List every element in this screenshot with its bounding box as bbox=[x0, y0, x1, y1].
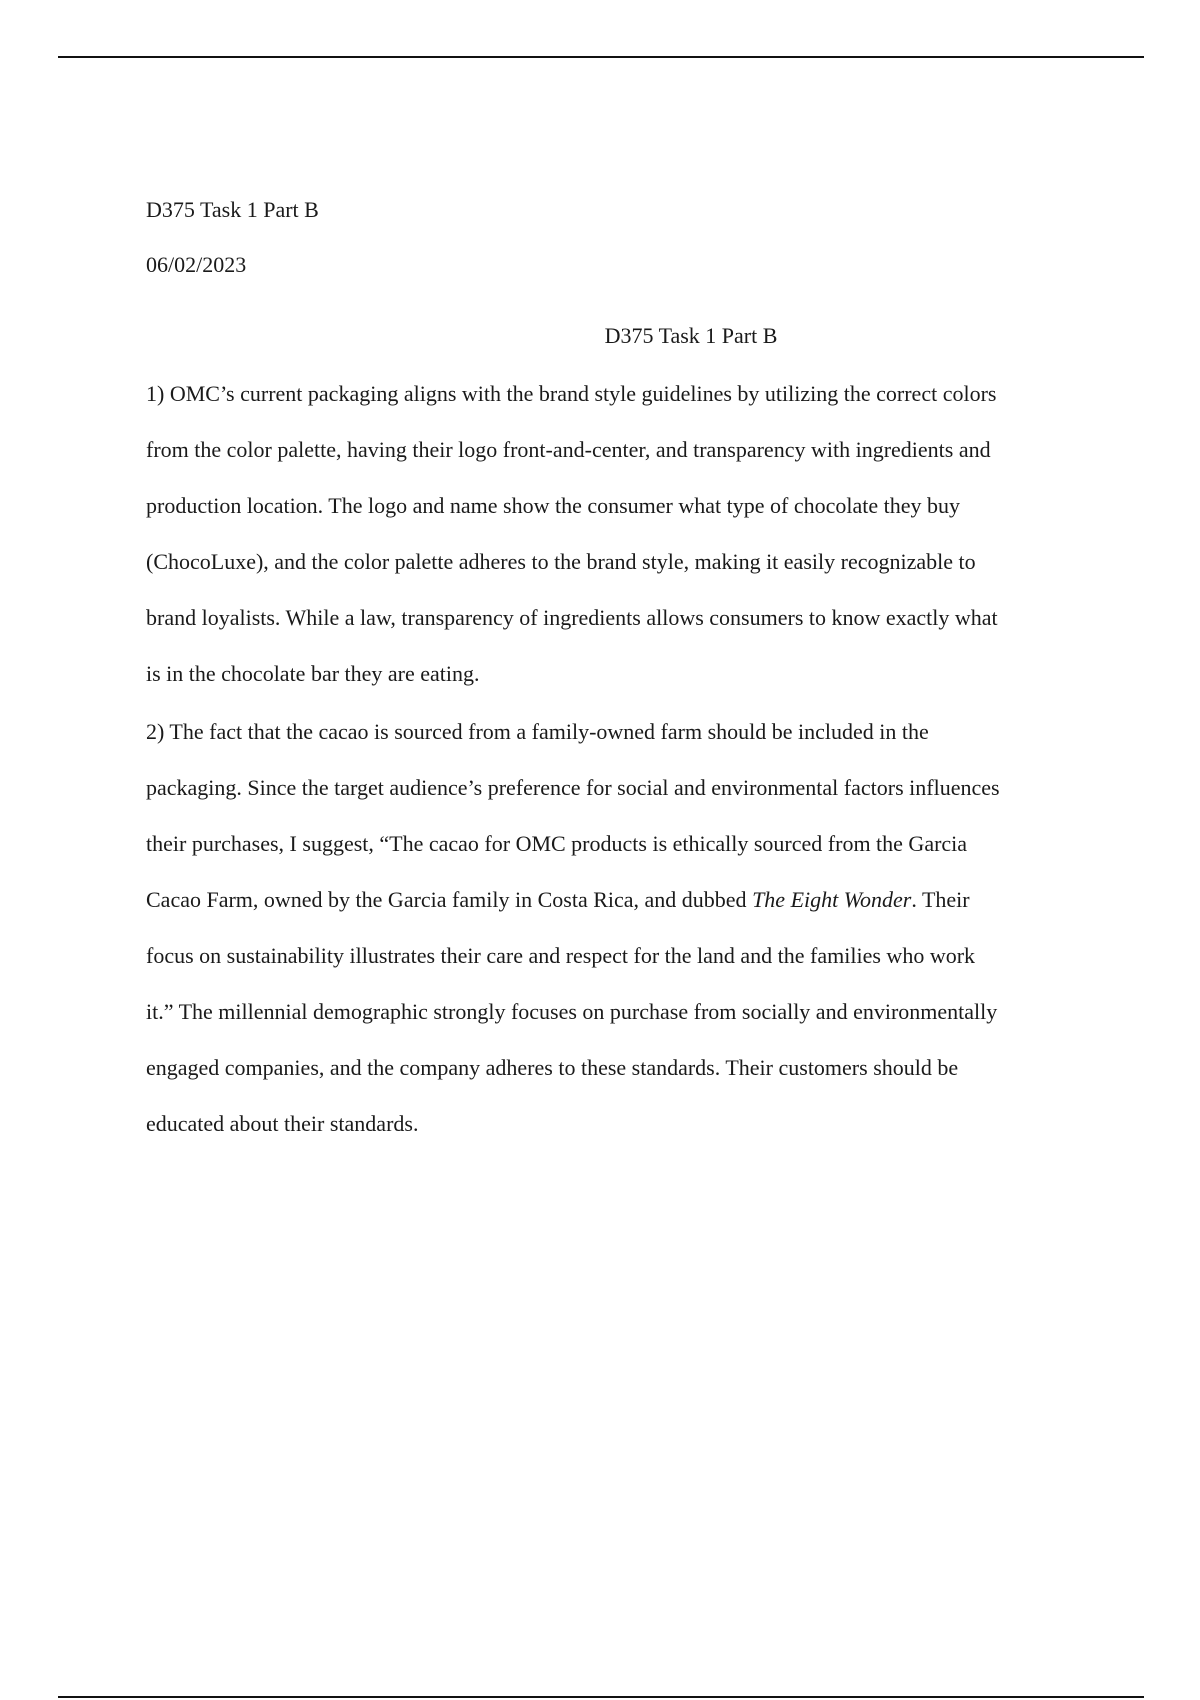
paragraph-line: packaging. Since the target audience’s preference for social and environmental factors influences bbox=[146, 775, 1000, 800]
paragraph-line: it.” The millennial demographic strongly focuses on purchase from socially and environmentally bbox=[146, 999, 998, 1024]
paragraph-line: production location. The logo and name show the consumer what type of chocolate they buy bbox=[146, 493, 960, 518]
document-title: D375 Task 1 Part B bbox=[604, 323, 778, 348]
line-text-after: . Their bbox=[911, 887, 970, 912]
paragraph-line: 1) OMC’s current packaging aligns with the brand style guidelines by utilizing the correct colors bbox=[146, 381, 997, 406]
paragraph-line: (ChocoLuxe), and the color palette adheres to the brand style, making it easily recognizable to bbox=[146, 549, 976, 574]
italic-title: The Eight Wonder bbox=[752, 887, 912, 912]
paragraph-line bbox=[146, 872, 1096, 928]
paragraph-line: 2) The fact that the cacao is sourced from a family-owned farm should be included in the bbox=[146, 719, 929, 744]
line-text-before: Cacao Farm, owned by the Garcia family in Costa Rica, and dubbed bbox=[146, 887, 753, 912]
paragraph-line: their purchases, I suggest, “The cacao for OMC products is ethically sourced from the Garcia bbox=[146, 831, 968, 856]
paragraph-line: educated about their standards. bbox=[146, 1111, 419, 1136]
paragraph-1 bbox=[146, 366, 1096, 702]
paragraph-line: engaged companies, and the company adheres to these standards. Their customers should be bbox=[146, 1055, 959, 1080]
header-title: D375 Task 1 Part B bbox=[146, 197, 319, 222]
paragraph-line: is in the chocolate bar they are eating. bbox=[146, 661, 480, 686]
paragraph-line: brand loyalists. While a law, transparency of ingredients allows consumers to know exactly what bbox=[146, 605, 998, 630]
bottom-rule bbox=[58, 1696, 1144, 1698]
header-date: 06/02/2023 bbox=[146, 252, 247, 277]
paragraph-2 bbox=[146, 704, 1096, 1152]
paragraph-line: focus on sustainability illustrates their care and respect for the land and the families who work bbox=[146, 943, 976, 968]
top-rule bbox=[58, 56, 1144, 58]
document-body bbox=[146, 196, 1096, 1168]
paragraph-line: from the color palette, having their logo front-and-center, and transparency with ingredients and bbox=[146, 437, 991, 462]
